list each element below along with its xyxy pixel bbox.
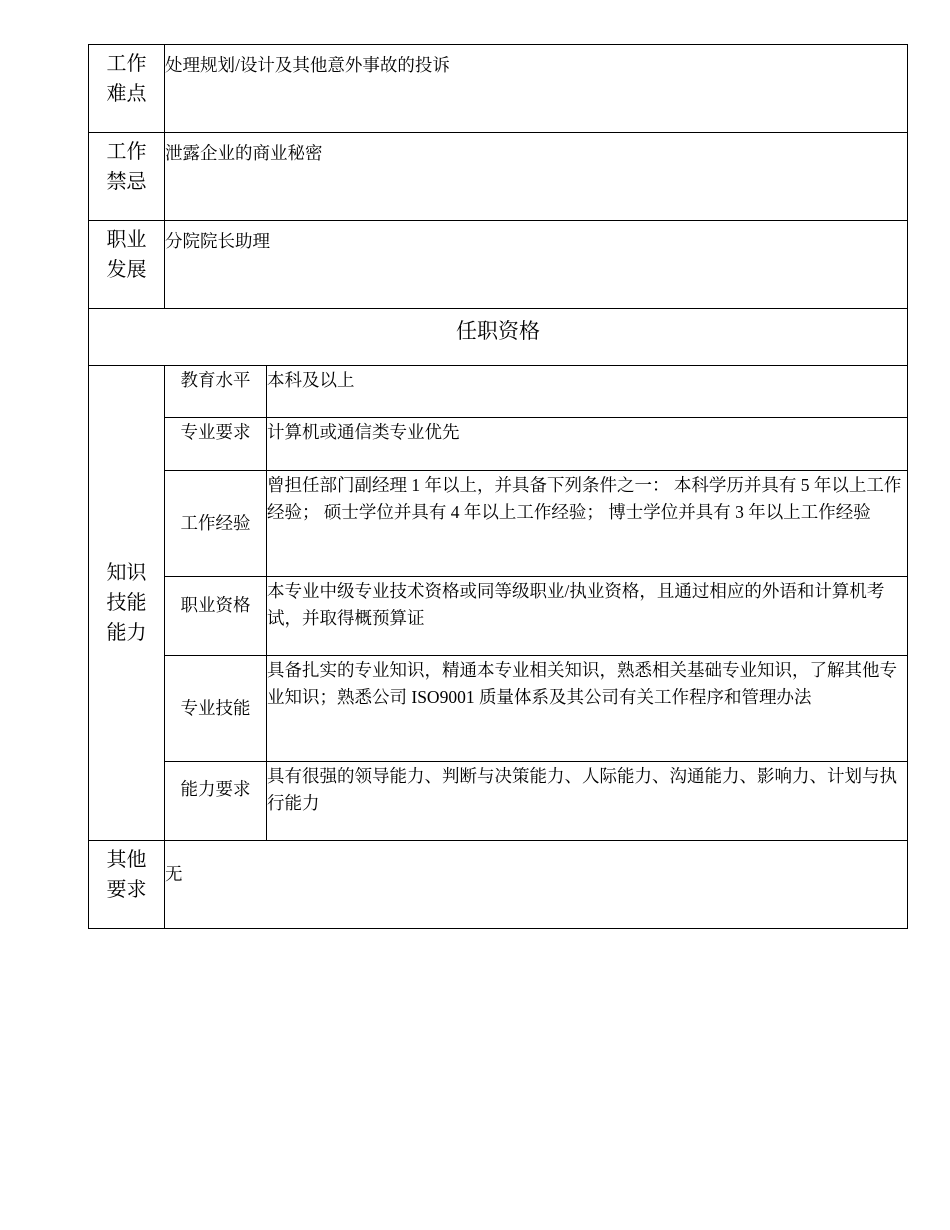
qual-value-skills: 具备扎实的专业知识，精通本专业相关知识，熟悉相关基础专业知识，了解其他专业知识；熟悉公司 ISO9001 质量体系及其公司有关工作程序和管理办法 (267, 656, 908, 762)
row-value-work-difficulty: 处理规划/设计及其他意外事故的投诉 (165, 45, 908, 133)
table-row (89, 366, 908, 418)
qual-value-major: 计算机或通信类专业优先 (267, 418, 908, 471)
qual-label-education: 教育水平 (165, 366, 267, 418)
table-row (89, 841, 908, 929)
row-value-work-taboo: 泄露企业的商业秘密 (165, 133, 908, 221)
table-row (89, 45, 908, 133)
row-label-other-requirements: 其他 要求 (89, 841, 165, 929)
qualification-group-label: 知识 技能 能力 (89, 366, 165, 841)
row-value-other-requirements: 无 (165, 841, 908, 929)
section-title: 任职资格 (89, 309, 908, 366)
table-row (89, 762, 908, 841)
table-row (89, 656, 908, 762)
job-description-document (88, 44, 907, 929)
qual-label-skills: 专业技能 (165, 656, 267, 762)
table-row (89, 133, 908, 221)
qual-value-education: 本科及以上 (267, 366, 908, 418)
table-row (89, 221, 908, 309)
job-description-table (88, 44, 908, 929)
table-row (89, 577, 908, 656)
qual-label-experience: 工作经验 (165, 471, 267, 577)
row-label-work-difficulty: 工作 难点 (89, 45, 165, 133)
section-header-row (89, 309, 908, 366)
row-label-work-taboo: 工作 禁忌 (89, 133, 165, 221)
table-row (89, 418, 908, 471)
table-row (89, 471, 908, 577)
qual-label-major: 专业要求 (165, 418, 267, 471)
qual-label-certification: 职业资格 (165, 577, 267, 656)
qual-label-ability: 能力要求 (165, 762, 267, 841)
row-value-career-development: 分院院长助理 (165, 221, 908, 309)
qual-value-experience: 曾担任部门副经理 1 年以上，并具备下列条件之一： 本科学历并具有 5 年以上工作经验； 硕士学位并具有 4 年以上工作经验； 博士学位并具有 3 年以上工作经验 (267, 471, 908, 577)
qual-value-ability: 具有很强的领导能力、判断与决策能力、人际能力、沟通能力、影响力、计划与执行能力 (267, 762, 908, 841)
qual-value-certification: 本专业中级专业技术资格或同等级职业/执业资格，且通过相应的外语和计算机考试，并取得概预算证 (267, 577, 908, 656)
row-label-career-development: 职业 发展 (89, 221, 165, 309)
